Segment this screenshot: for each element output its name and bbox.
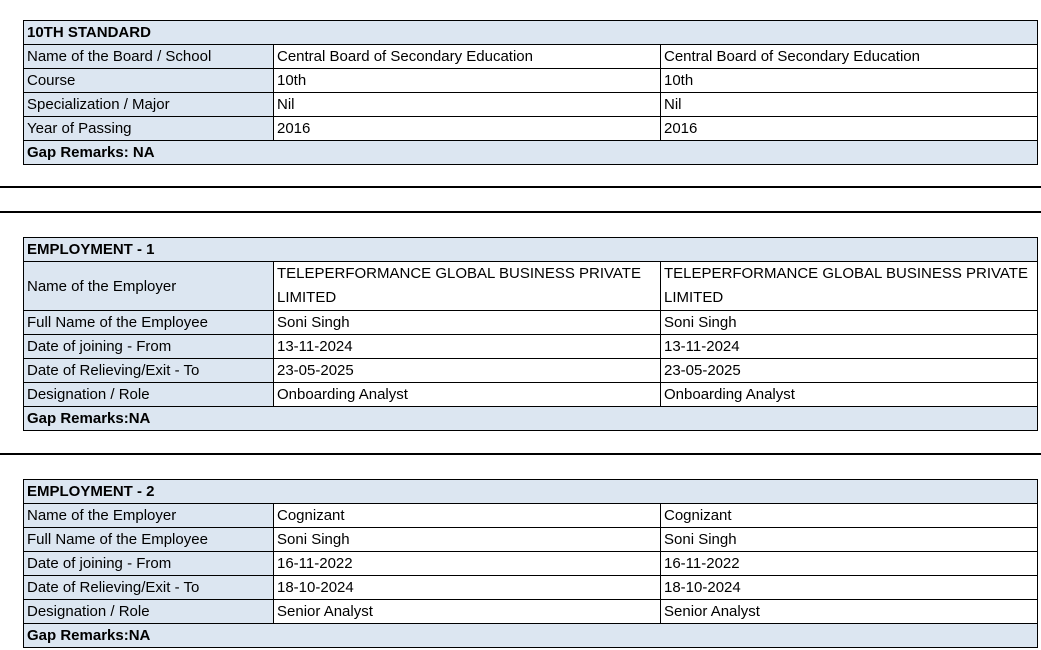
row-value-1: 13-11-2024 <box>274 335 661 359</box>
gap-remarks: Gap Remarks:NA <box>24 407 1038 431</box>
row-label: Specialization / Major <box>24 93 274 117</box>
table-row <box>24 311 1038 335</box>
table-row <box>24 21 1038 45</box>
row-value-1: 16-11-2022 <box>274 552 661 576</box>
table-row <box>24 238 1038 262</box>
row-label: Date of joining - From <box>24 552 274 576</box>
row-value-1: Senior Analyst <box>274 600 661 624</box>
row-value-1: 18-10-2024 <box>274 576 661 600</box>
row-label: Date of Relieving/Exit - To <box>24 359 274 383</box>
row-value-2: Soni Singh <box>661 528 1038 552</box>
table-row <box>24 504 1038 528</box>
row-label: Full Name of the Employee <box>24 311 274 335</box>
row-value-1: 2016 <box>274 117 661 141</box>
table-row <box>24 141 1038 165</box>
table-row <box>24 624 1038 648</box>
table-row <box>24 576 1038 600</box>
section-divider <box>0 453 1041 455</box>
table-row <box>24 383 1038 407</box>
section-title: 10TH STANDARD <box>24 21 1038 45</box>
row-label: Designation / Role <box>24 600 274 624</box>
row-value-2: TELEPERFORMANCE GLOBAL BUSINESS PRIVATE LIMITED <box>661 262 1038 311</box>
section-divider <box>0 211 1041 213</box>
row-value-2: Central Board of Secondary Education <box>661 45 1038 69</box>
table-row <box>24 552 1038 576</box>
row-label: Designation / Role <box>24 383 274 407</box>
row-label: Name of the Board / School <box>24 45 274 69</box>
table-row <box>24 45 1038 69</box>
row-value-1: Central Board of Secondary Education <box>274 45 661 69</box>
row-value-1: Cognizant <box>274 504 661 528</box>
row-value-2: 10th <box>661 69 1038 93</box>
row-label: Course <box>24 69 274 93</box>
row-value-1: 10th <box>274 69 661 93</box>
row-value-2: Nil <box>661 93 1038 117</box>
employment-2-section <box>23 479 1037 648</box>
row-value-1: Onboarding Analyst <box>274 383 661 407</box>
gap-remarks: Gap Remarks:NA <box>24 624 1038 648</box>
employment-2-table <box>23 479 1038 648</box>
table-row <box>24 528 1038 552</box>
row-value-1: Nil <box>274 93 661 117</box>
row-value-2: Senior Analyst <box>661 600 1038 624</box>
row-label: Full Name of the Employee <box>24 528 274 552</box>
table-row <box>24 335 1038 359</box>
tenth-standard-table <box>23 20 1038 165</box>
row-value-2: Onboarding Analyst <box>661 383 1038 407</box>
row-label: Name of the Employer <box>24 504 274 528</box>
table-row <box>24 359 1038 383</box>
tenth-standard-section <box>23 20 1037 165</box>
row-label: Date of joining - From <box>24 335 274 359</box>
table-row <box>24 69 1038 93</box>
table-row <box>24 93 1038 117</box>
row-label: Date of Relieving/Exit - To <box>24 576 274 600</box>
section-title: EMPLOYMENT - 1 <box>24 238 1038 262</box>
gap-remarks: Gap Remarks: NA <box>24 141 1038 165</box>
row-value-2: 13-11-2024 <box>661 335 1038 359</box>
table-row <box>24 600 1038 624</box>
row-label: Name of the Employer <box>24 262 274 311</box>
row-value-2: Cognizant <box>661 504 1038 528</box>
table-row <box>24 117 1038 141</box>
employment-1-table <box>23 237 1038 431</box>
row-value-1: Soni Singh <box>274 528 661 552</box>
section-title: EMPLOYMENT - 2 <box>24 480 1038 504</box>
row-value-2: 2016 <box>661 117 1038 141</box>
row-value-2: 18-10-2024 <box>661 576 1038 600</box>
row-value-2: 23-05-2025 <box>661 359 1038 383</box>
row-value-1: TELEPERFORMANCE GLOBAL BUSINESS PRIVATE LIMITED <box>274 262 661 311</box>
row-label: Year of Passing <box>24 117 274 141</box>
employment-1-section <box>23 237 1037 431</box>
row-value-1: 23-05-2025 <box>274 359 661 383</box>
row-value-1: Soni Singh <box>274 311 661 335</box>
row-value-2: Soni Singh <box>661 311 1038 335</box>
row-value-2: 16-11-2022 <box>661 552 1038 576</box>
table-row <box>24 407 1038 431</box>
section-divider <box>0 186 1041 188</box>
table-row <box>24 480 1038 504</box>
table-row <box>24 262 1038 311</box>
